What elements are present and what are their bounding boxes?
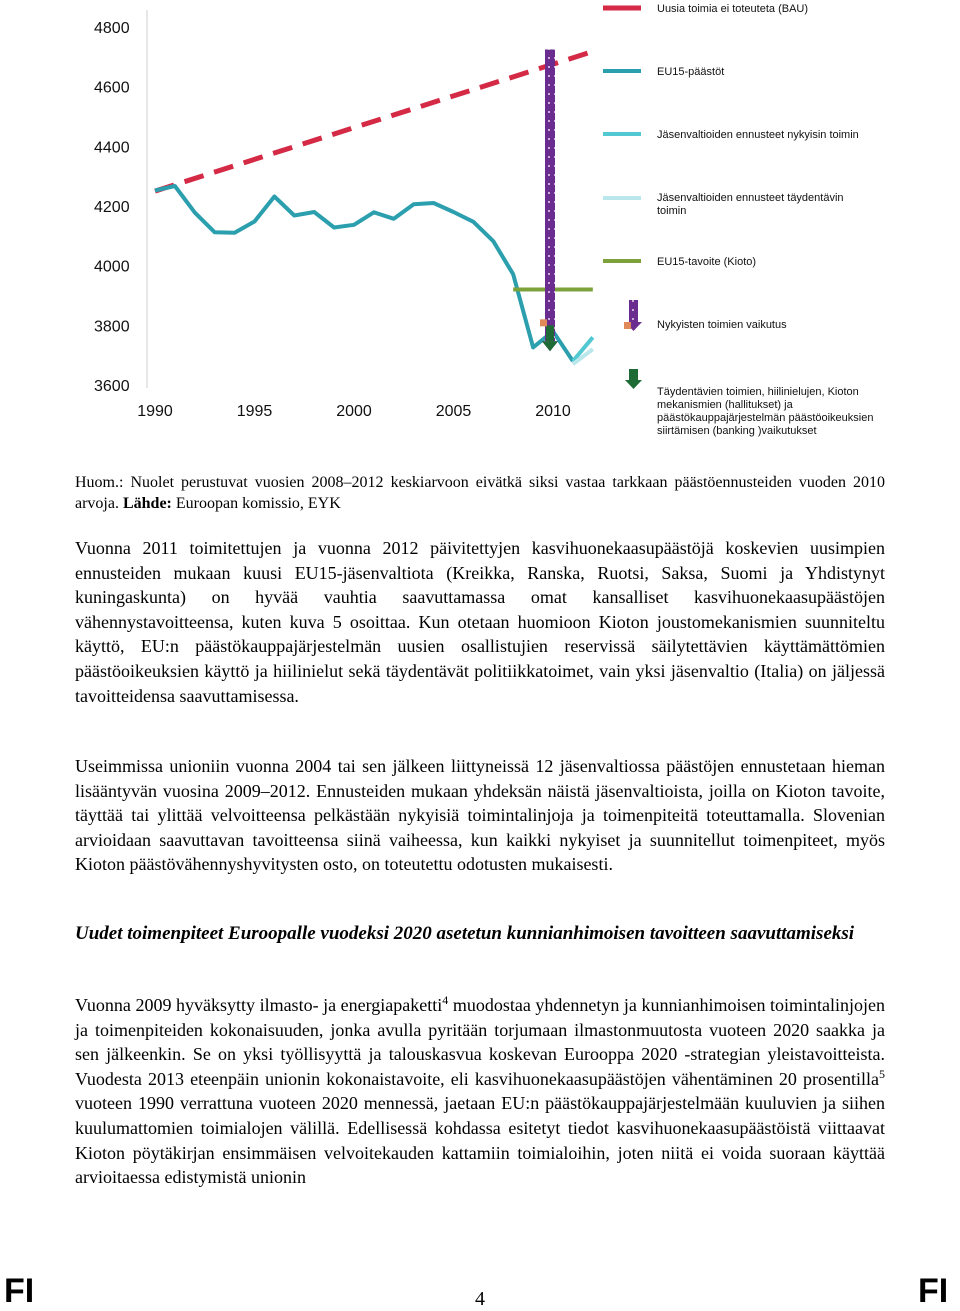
current-measures-arrow-shaft (545, 49, 555, 341)
paragraph-3-part-a: Vuonna 2009 hyväksytty ilmasto- ja energiapaketti (75, 995, 443, 1015)
note-text: : Nuolet perustuvat vuosien 2008–2012 keskiarvoon eivätkä siksi vastaa tarkkaan päästöennusteiden vuoden 2010 arvoja. (75, 474, 885, 512)
y-tick-label: 4400 (94, 139, 130, 157)
legend-entry-label: Nykyisten toimien vaikutus (657, 319, 787, 331)
series-layer (155, 52, 593, 365)
y-tick-label: 3600 (94, 378, 130, 395)
legend-icons (603, 8, 642, 389)
legend-marker-icon (624, 322, 631, 329)
x-tick-label: 2005 (435, 403, 472, 420)
additional-measures-arrow-head (542, 341, 558, 351)
additional-measures-arrow-shaft (546, 325, 554, 341)
chart-note (75, 472, 885, 514)
x-tick-label: 2010 (535, 403, 571, 420)
marker-icon (540, 319, 547, 326)
legend-green-arrow-shaft (629, 369, 638, 381)
note-source-label: Lähde: (122, 495, 172, 512)
y-tick-labels (94, 20, 130, 395)
legend-purple-arrow-shaft (629, 300, 638, 324)
x-tick-label: 2000 (336, 403, 372, 420)
x-tick-labels (137, 403, 571, 420)
paragraph-2: Useimmissa unioniin vuonna 2004 tai sen jälkeen liittyneissä 12 jäsenvaltiossa päästöjen ennustetaan hieman lisääntyvän vuosina 2009–2012. Ennusteiden mukaan yhdeksän näistä jäsenvaltioista, joilla on Kioton tavoite, täyttää tai ylittää velvoitteensa pelkästään nykyisiä toimintalinjoja ja toimenpiteitä toteuttamalla. Slovenian arvioidaan saavuttavan tavoitteensa siinä vaiheessa, kun kaikki nykyiset ja suunnitellut toimenpiteet, myös Kioton päästövähennyshyvitysten osto, on toteutettu odotusten mukaisesti. (75, 756, 885, 875)
paragraph-3-part-b: muodostaa yhdennetyn ja kunnianhimoisen toimintalinjojen ja toimenpiteiden kokonaisuuden, jonka avulla pyritään torjumaan ilmastonmuutosta vuoteen 2020 saakka ja sen jälkeenkin. Se on yksi työllisyyttä ja talouskasvua koskevan Eurooppa 2020 -strategian yleistavoitteista. Vuodesta 2013 eteenpäin unionin kokonaistavoite, eli kasvihuonekaasupäästöjen vähentäminen 20 prosentilla (75, 995, 885, 1089)
footnote-ref-4[interactable]: 4 (442, 993, 449, 1007)
page-number: 4 (475, 1288, 485, 1310)
y-tick-label: 3800 (94, 318, 130, 336)
legend-entry-label: Jäsenvaltioiden ennusteet täydentävin toimin (657, 192, 844, 217)
legend-entry-label: EU15-päästöt (657, 66, 725, 78)
note-source-text: Euroopan komissio, EYK (171, 495, 341, 512)
y-tick-label: 4000 (94, 258, 130, 276)
paragraph-3 (75, 993, 885, 1190)
legend-down-arrow-icon (625, 380, 642, 389)
section-heading: Uudet toimenpiteet Euroopalle vuodeksi 2020 asetetun kunnianhimoisen tavoitteen saavuttamiseksi (75, 923, 855, 944)
language-code-right: FI (918, 1272, 949, 1310)
x-tick-label: 1990 (137, 403, 173, 420)
arrow-layer (540, 49, 558, 351)
legend-entry-label: Täydentävien toimien, hiilinielujen, Kioton mekanismien (hallitukset) ja päästökauppajärjestelmän päästöoikeuksien siirtämisen (banking )vaikutukset (657, 386, 874, 437)
series-line-2 (155, 186, 573, 361)
y-tick-label: 4600 (94, 79, 130, 97)
legend-entry-label: Jäsenvaltioiden ennusteet nykyisin toimin (657, 129, 859, 141)
language-code-left: FI (4, 1272, 35, 1310)
series-line-1 (155, 52, 593, 192)
paragraph-1: Vuonna 2011 toimitettujen ja vuonna 2012 päivitettyjen kasvihuonekaasupäästöjä koskevien uusimpien ennusteiden mukaan kuusi EU15-jäsenvaltiota (Kreikka, Ranska, Ruotsi, Saksa, Suomi ja Yhdistynyt kuningaskunta) on hyvää vauhtia saavuttamassa omat kansalliset kasvihuonekaasupäästöjen vähennystavoitteensa, kuten kuva 5 osoittaa. Kun otetaan huomioon Kioton joustomekanismien suunniteltu käyttö, EU:n päästökauppajärjestelmän uusien osallistujien reservissä säilytettävien käyttämättömien päästöoikeuksien käyttö ja hiilinielut sekä täydentävät politiikkatoimet, vain yksi jäsenvaltio (Italia) on jäljessä tavoitteidensa saavuttamisessa. (75, 538, 885, 706)
legend-entry-label: Uusia toimia ei toteuteta (BAU) (657, 3, 809, 15)
y-tick-label: 4200 (94, 199, 130, 216)
legend-entry-label: EU15-tavoite (Kioto) (657, 256, 757, 268)
footnote-ref-5[interactable]: 5 (879, 1066, 885, 1081)
note-prefix: Huom. (75, 474, 119, 491)
x-tick-label: 1995 (236, 403, 273, 420)
paragraph-3-part-c: vuoteen 1990 verrattuna vuoteen 2020 mennessä, jaetaan EU:n päästökauppajärjestelmään kuuluvien ja siihen kuulumattomien toimialojen välillä. Edellisessä kohdassa esitetyt tiedot kasvihuonekaasupäästöistä viittaavat Kioton pöytäkirjan ensimmäisen velvoitekauden kattamiin toimialoihin, joten niitä ei voida suoraan käyttää arvioitaessa edistymistä unionin (75, 1093, 885, 1188)
y-tick-label: 4800 (94, 20, 130, 37)
